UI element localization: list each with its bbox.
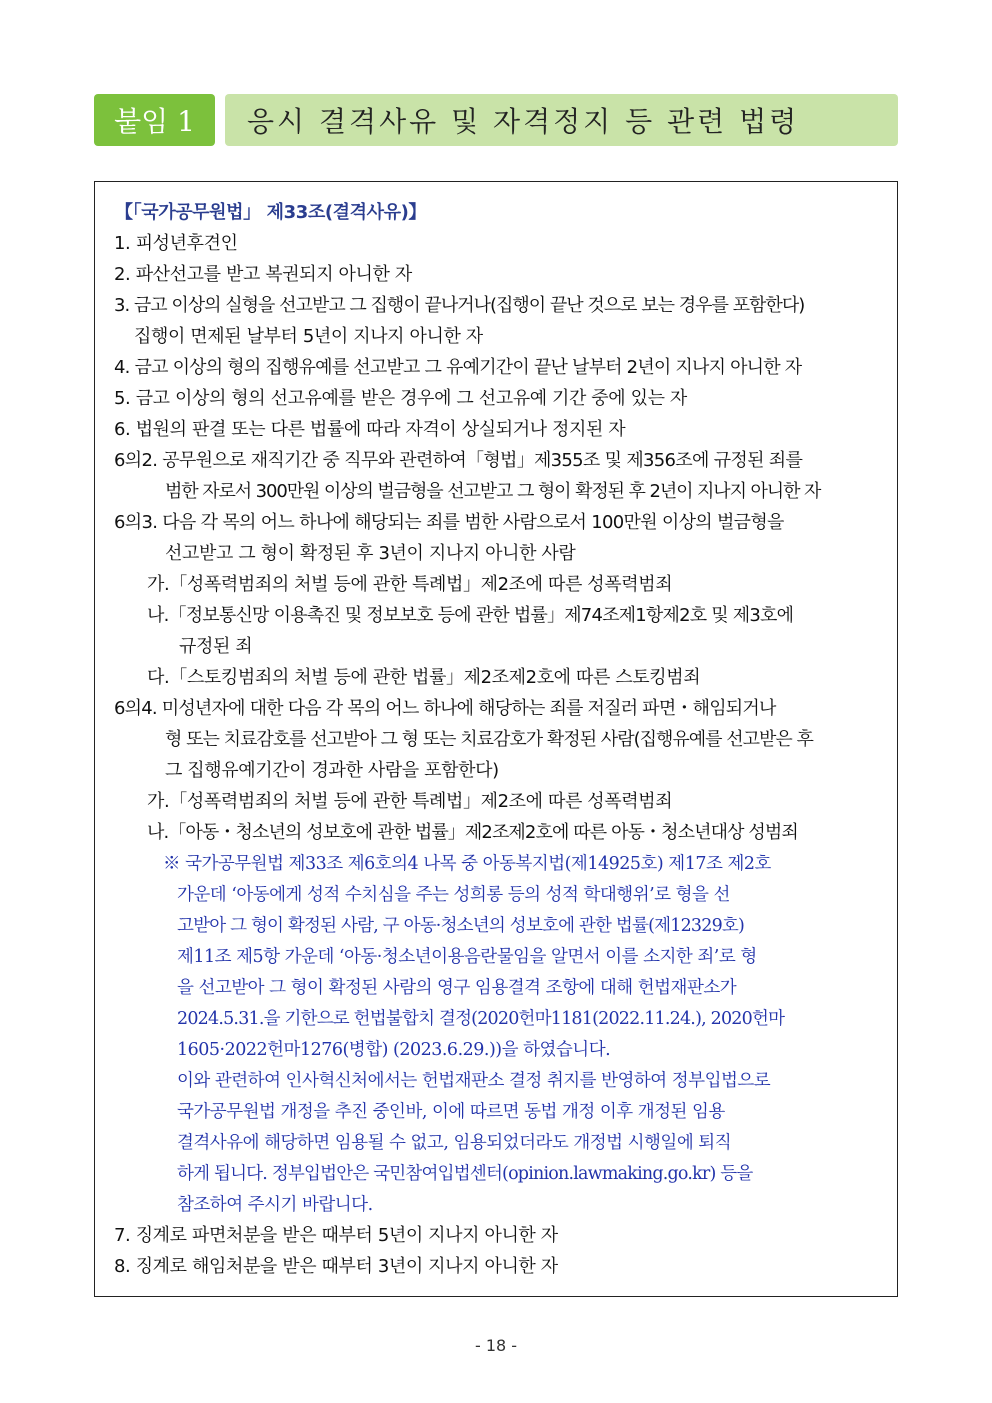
list-item-continuation: 형 또는 치료감호를 선고받아 그 형 또는 치료감호가 확정된 사람(집행유예를 선고받은 후 [165,729,813,750]
note-line: 국가공무원법 개정을 추진 중인바, 이에 따르면 동법 개정 이후 개정된 임용 [177,1102,725,1122]
list-item: 2. 파산선고를 받고 복권되지 아니한 자 [114,264,412,285]
list-item-continuation: 그 집행유예기간이 경과한 사람을 포함한다) [165,760,499,781]
note-line: 가운데 ‘아동에게 성적 수치심을 주는 성희롱 등의 성적 학대행위’로 형을 선 [177,885,730,905]
note-line: 결격사유에 해당하면 임용될 수 없고, 임용되었더라도 개정법 시행일에 퇴직 [177,1133,732,1153]
list-item: 4. 금고 이상의 형의 집행유예를 선고받고 그 유예기간이 끝난 날부터 2년이 지나지 아니한 자 [114,357,802,378]
constitutional-court-note: ※ 국가공무원법 제33조 제6호의4 나목 중 아동복지법(제14925호) 제17조 제2호 [163,854,771,874]
note-line: 하게 됩니다. 정부입법안은 국민참여입법센터(opinion.lawmaking.go.kr) 등을 [177,1164,753,1184]
note-line: 이와 관련하여 인사혁신처에서는 헌법재판소 결정 취지를 반영하여 정부입법으로 [177,1071,771,1091]
page-header [94,94,898,146]
list-item: 6의4. 미성년자에 대한 다음 각 목의 어느 하나에 해당하는 죄를 저질러 파면・해임되거나 [114,698,776,719]
list-item-continuation: 집행이 면제된 날부터 5년이 지나지 아니한 자 [134,326,483,347]
note-line: 2024.5.31.을 기한으로 헌법불합치 결정(2020헌마1181(2022.11.24.), 2020헌마 [177,1009,785,1029]
list-item: 8. 징계로 해임처분을 받은 때부터 3년이 지나지 아니한 자 [114,1256,558,1277]
list-item-continuation: 범한 자로서 300만원 이상의 벌금형을 선고받고 그 형이 확정된 후 2년이 지나지 아니한 자 [165,481,821,502]
list-item: 6의2. 공무원으로 재직기간 중 직무와 관련하여「형법」제355조 및 제356조에 규정된 죄를 [114,450,803,471]
note-line: 제11조 제5항 가운데 ‘아동·청소년이용음란물임을 알면서 이를 소지한 죄’로 형 [177,947,757,967]
section-heading: 【「국가공무원법」 제33조(결격사유)】 [115,202,427,223]
page-title: 응시 결격사유 및 자격정지 등 관련 법령 [225,94,898,146]
list-item: 6. 법원의 판결 또는 다른 법률에 따라 자격이 상실되거나 정지된 자 [114,419,626,440]
list-item-continuation: 선고받고 그 형이 확정된 후 3년이 지나지 아니한 사람 [165,543,576,564]
sub-item: 가.「성폭력범죄의 처벌 등에 관한 특례법」제2조에 따른 성폭력범죄 [147,791,673,812]
sub-item: 나.「정보통신망 이용촉진 및 정보보호 등에 관한 법률」제74조제1항제2호 및 제3호에 [147,605,794,626]
sub-item: 나.「아동・청소년의 성보호에 관한 법률」제2조제2호에 따른 아동・청소년대상 성범죄 [147,822,798,843]
list-item: 3. 금고 이상의 실형을 선고받고 그 집행이 끝나거나(집행이 끝난 것으로 보는 경우를 포함한다) [114,295,805,316]
attachment-badge: 붙임 1 [94,94,215,146]
note-line: 1605·2022헌마1276(병합) (2023.6.29.))을 하였습니다. [177,1040,611,1060]
law-text-box [94,181,898,1297]
note-line: 참조하여 주시기 바랍니다. [177,1195,373,1215]
sub-item: 가.「성폭력범죄의 처벌 등에 관한 특례법」제2조에 따른 성폭력범죄 [147,574,673,595]
sub-item-continuation: 규정된 죄 [179,636,253,657]
page-number: - 18 - [474,1336,518,1355]
note-line: 고받아 그 형이 확정된 사람, 구 아동·청소년의 성보호에 관한 법률(제12329호) [177,916,745,936]
list-item: 5. 금고 이상의 형의 선고유예를 받은 경우에 그 선고유예 기간 중에 있는 자 [114,388,687,409]
list-item: 7. 징계로 파면처분을 받은 때부터 5년이 지나지 아니한 자 [114,1225,558,1246]
note-line: 을 선고받아 그 형이 확정된 사람의 영구 임용결격 조항에 대해 헌법재판소가 [177,978,737,998]
list-item: 6의3. 다음 각 목의 어느 하나에 해당되는 죄를 범한 사람으로서 100만원 이상의 벌금형을 [114,512,784,533]
sub-item: 다.「스토킹범죄의 처벌 등에 관한 법률」제2조제2호에 따른 스토킹범죄 [147,667,701,688]
list-item: 1. 피성년후견인 [114,233,238,254]
